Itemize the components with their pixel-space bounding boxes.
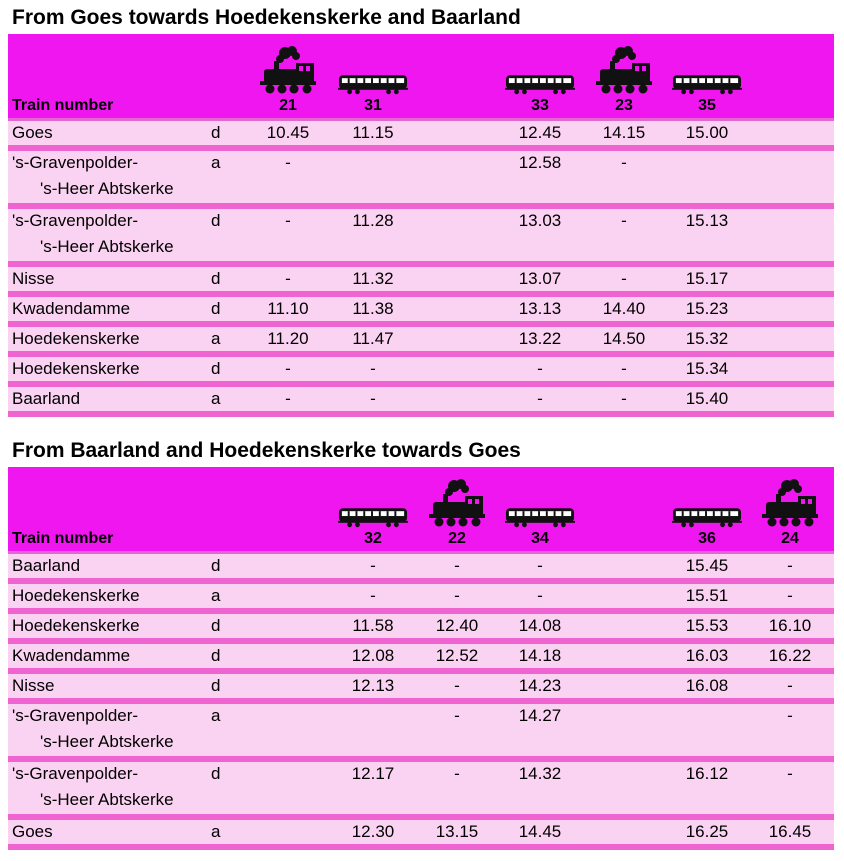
table-row <box>8 554 834 584</box>
train-number: 24 <box>781 530 799 547</box>
time-cell: - <box>787 676 793 695</box>
time-cell: 16.08 <box>685 676 729 695</box>
time-cell: - <box>285 211 291 230</box>
time-cell: - <box>787 706 793 725</box>
arrival-departure-code: d <box>211 646 221 665</box>
time-cell: 15.53 <box>685 616 729 635</box>
time-cell: - <box>537 556 543 575</box>
arrival-departure-code: d <box>211 359 221 378</box>
section-title: From Goes towards Hoedekenskerke and Baarland <box>12 6 521 29</box>
arrival-departure-code: a <box>211 706 221 725</box>
time-cell: 14.45 <box>518 822 562 841</box>
time-cell: 12.40 <box>435 616 479 635</box>
station-name: Kwadendamme <box>12 299 131 318</box>
time-cell: 13.15 <box>435 822 479 841</box>
time-cell: 16.10 <box>768 616 812 635</box>
arrival-departure-code: a <box>211 329 221 348</box>
time-cell: 15.23 <box>685 299 729 318</box>
train-column-header <box>338 97 408 115</box>
time-cell: 15.40 <box>685 389 729 408</box>
table-row <box>8 267 834 297</box>
time-cell: 14.27 <box>518 706 562 725</box>
time-cell: 11.10 <box>267 299 309 318</box>
arrival-departure-code: a <box>211 153 221 172</box>
section-title: From Baarland and Hoedekenskerke towards Goes <box>12 439 521 462</box>
time-cell: - <box>621 211 627 230</box>
station-name-continued: 's-Heer Abtskerke <box>40 179 174 198</box>
train-number: 36 <box>698 530 716 547</box>
table-row <box>8 387 834 417</box>
train-column-header <box>505 97 575 115</box>
time-cell: 14.15 <box>602 123 646 142</box>
table-row <box>8 151 834 209</box>
time-cell: - <box>454 764 460 783</box>
time-cell: - <box>285 269 291 288</box>
station-name: 's-Gravenpolder- <box>12 764 139 783</box>
time-cell: 12.52 <box>435 646 479 665</box>
table-row <box>8 584 834 614</box>
train-number: 35 <box>698 97 716 114</box>
arrival-departure-code: d <box>211 123 221 142</box>
table-row <box>8 704 834 762</box>
time-cell: 13.03 <box>518 211 562 230</box>
train-column-header <box>253 97 323 115</box>
time-cell: - <box>285 389 291 408</box>
station-name: 's-Gravenpolder- <box>12 706 139 725</box>
time-cell: 15.13 <box>685 211 729 230</box>
train-number: 22 <box>448 530 466 547</box>
time-cell: - <box>621 359 627 378</box>
time-cell: - <box>621 269 627 288</box>
time-cell: 11.47 <box>352 329 394 348</box>
time-cell: 15.00 <box>685 123 729 142</box>
table-row <box>8 121 834 151</box>
time-cell: - <box>285 359 291 378</box>
time-cell: 11.32 <box>352 269 394 288</box>
station-name: Hoedekenskerke <box>12 616 140 635</box>
time-cell: 11.20 <box>267 329 309 348</box>
table-row <box>8 357 834 387</box>
time-cell: 10.45 <box>266 123 310 142</box>
time-cell: 13.22 <box>518 329 562 348</box>
railcar-icon <box>338 478 408 528</box>
time-cell: 11.28 <box>352 211 394 230</box>
time-cell: 16.22 <box>768 646 812 665</box>
steam-locomotive-icon <box>253 45 323 95</box>
time-cell: 15.34 <box>685 359 729 378</box>
arrival-departure-code: d <box>211 299 221 318</box>
table-row <box>8 297 834 327</box>
time-cell: 12.13 <box>351 676 395 695</box>
train-number-header <box>8 34 834 121</box>
time-cell: - <box>537 586 543 605</box>
time-cell: 15.51 <box>685 586 729 605</box>
time-cell: 11.15 <box>352 123 394 142</box>
railcar-icon <box>338 45 408 95</box>
station-name: Nisse <box>12 676 55 695</box>
time-cell: - <box>454 586 460 605</box>
time-cell: - <box>621 153 627 172</box>
time-cell: 14.40 <box>602 299 646 318</box>
train-number-label: Train number <box>12 97 114 114</box>
train-column-header <box>422 530 492 548</box>
table-row <box>8 674 834 704</box>
station-name-continued: 's-Heer Abtskerke <box>40 790 174 809</box>
time-cell: 15.32 <box>685 329 729 348</box>
railcar-icon <box>505 45 575 95</box>
time-cell: - <box>454 556 460 575</box>
station-name: Hoedekenskerke <box>12 359 140 378</box>
station-name: Goes <box>12 123 53 142</box>
arrival-departure-code: a <box>211 389 221 408</box>
time-cell: 12.58 <box>518 153 562 172</box>
table-row <box>8 644 834 674</box>
time-cell: 14.08 <box>518 616 562 635</box>
time-cell: 11.58 <box>352 616 394 635</box>
time-cell: 16.25 <box>685 822 729 841</box>
timetable-goes-to-baarland <box>8 4 834 417</box>
time-cell: 15.17 <box>685 269 729 288</box>
station-name: Goes <box>12 822 53 841</box>
train-number: 23 <box>615 97 633 114</box>
train-number: 31 <box>364 97 382 114</box>
table-row <box>8 327 834 357</box>
train-column-header <box>672 97 742 115</box>
arrival-departure-code: d <box>211 764 221 783</box>
railcar-icon <box>505 478 575 528</box>
time-cell: 16.12 <box>685 764 729 783</box>
time-cell: 12.30 <box>351 822 395 841</box>
steam-locomotive-icon <box>589 45 659 95</box>
train-number: 21 <box>279 97 297 114</box>
time-cell: - <box>537 359 543 378</box>
arrival-departure-code: d <box>211 269 221 288</box>
time-cell: - <box>370 359 376 378</box>
time-cell: 13.13 <box>518 299 562 318</box>
table-row <box>8 762 834 820</box>
train-number-label: Train number <box>12 530 114 547</box>
timetable-baarland-to-goes <box>8 437 834 850</box>
railcar-icon <box>672 45 742 95</box>
time-cell: - <box>454 706 460 725</box>
table-row <box>8 209 834 267</box>
time-cell: - <box>370 556 376 575</box>
time-cell: 14.50 <box>602 329 646 348</box>
steam-locomotive-icon <box>422 478 492 528</box>
time-cell: - <box>621 389 627 408</box>
station-name: Baarland <box>12 389 81 408</box>
timetable-rows <box>8 121 834 417</box>
train-column-header <box>755 530 825 548</box>
time-cell: - <box>370 389 376 408</box>
train-number: 34 <box>531 530 549 547</box>
time-cell: 14.18 <box>518 646 562 665</box>
station-name: 's-Gravenpolder- <box>12 211 139 230</box>
time-cell: 14.32 <box>518 764 562 783</box>
train-column-header <box>672 530 742 548</box>
time-cell: 14.23 <box>518 676 562 695</box>
train-column-header <box>505 530 575 548</box>
time-cell: 12.17 <box>351 764 395 783</box>
time-cell: - <box>787 556 793 575</box>
time-cell: - <box>787 764 793 783</box>
table-row <box>8 614 834 644</box>
station-name: 's-Gravenpolder- <box>12 153 139 172</box>
station-name: Hoedekenskerke <box>12 586 140 605</box>
timetable-rows <box>8 554 834 850</box>
station-name-continued: 's-Heer Abtskerke <box>40 732 174 751</box>
station-name: Nisse <box>12 269 55 288</box>
station-name: Kwadendamme <box>12 646 131 665</box>
table-row <box>8 820 834 850</box>
railcar-icon <box>672 478 742 528</box>
arrival-departure-code: d <box>211 211 221 230</box>
train-number-header <box>8 467 834 554</box>
time-cell: 15.45 <box>685 556 729 575</box>
arrival-departure-code: d <box>211 676 221 695</box>
time-cell: 16.03 <box>685 646 729 665</box>
time-cell: 12.45 <box>518 123 562 142</box>
time-cell: - <box>787 586 793 605</box>
time-cell: - <box>285 153 291 172</box>
train-column-header <box>589 97 659 115</box>
arrival-departure-code: a <box>211 586 221 605</box>
train-number: 33 <box>531 97 549 114</box>
arrival-departure-code: a <box>211 822 221 841</box>
station-name: Hoedekenskerke <box>12 329 140 348</box>
station-name: Baarland <box>12 556 81 575</box>
time-cell: 16.45 <box>768 822 812 841</box>
time-cell: - <box>370 586 376 605</box>
train-column-header <box>338 530 408 548</box>
time-cell: - <box>454 676 460 695</box>
time-cell: 11.38 <box>352 299 394 318</box>
arrival-departure-code: d <box>211 616 221 635</box>
train-number: 32 <box>364 530 382 547</box>
time-cell: 12.08 <box>351 646 395 665</box>
station-name-continued: 's-Heer Abtskerke <box>40 237 174 256</box>
time-cell: - <box>537 389 543 408</box>
time-cell: 13.07 <box>518 269 562 288</box>
arrival-departure-code: d <box>211 556 221 575</box>
steam-locomotive-icon <box>755 478 825 528</box>
